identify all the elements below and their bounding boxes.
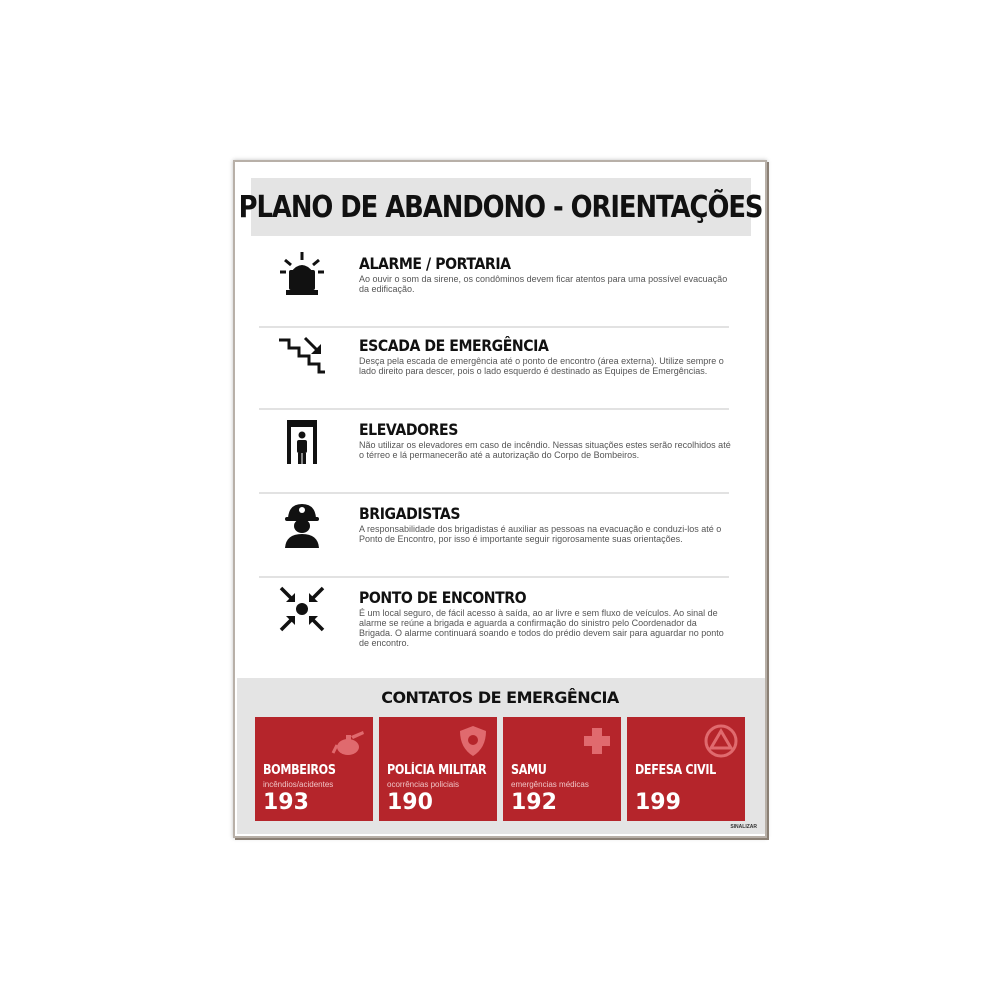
fire-extinguisher-icon <box>331 723 367 759</box>
contact-card-bombeiros <box>255 717 373 821</box>
contact-card-policia <box>379 717 497 821</box>
section-description: A responsabilidade dos brigadistas é auxiliar as pessoas na evacuação e conduzi-los até o Ponto de Encontro, por isso é importante seguir rigorosamente suas orientações. <box>359 524 722 544</box>
contact-name: BOMBEIROS <box>263 763 336 778</box>
section-description: Não utilizar os elevadores em caso de incêndio. Nessas situações estes serão recolhidos até o térreo e lá permanecerão até a autorização do Corpo de Bombeiros. <box>359 440 731 460</box>
contact-name: POLÍCIA MILITAR <box>387 763 487 778</box>
contact-number: 199 <box>635 790 681 815</box>
contact-description: incêndios/acidentes <box>263 780 334 789</box>
section-elevators <box>259 410 729 494</box>
contact-number: 190 <box>387 790 433 815</box>
contact-name: SAMU <box>511 763 547 778</box>
brand-mark: SINALIZAR <box>730 824 757 830</box>
section-description: Desça pela escada de emergência até o ponto de encontro (área externa). Utilize sempre o lado direito para descer, pois o lado esquerdo é destinado as Equipes de Emergências. <box>359 356 724 376</box>
contact-number: 192 <box>511 790 557 815</box>
contact-description: ocorrências policiais <box>387 780 460 789</box>
section-title: ALARME / PORTARIA <box>359 254 511 273</box>
siren-icon <box>277 250 327 300</box>
section-description: É um local seguro, de fácil acesso à saída, ao ar livre e sem fluxo de veículos. Ao sinal de alarme se reúne a brigada e aguarda a confirmação do sinistro pelo Coordenador da Brigada. O alarme continuará soando e todos do prédio devem sair para aguardar no ponto de encontro. <box>359 608 724 648</box>
contact-number: 193 <box>263 790 309 815</box>
section-title: ELEVADORES <box>359 420 458 439</box>
section-title: ESCADA DE EMERGÊNCIA <box>359 336 549 355</box>
contact-card-samu <box>503 717 621 821</box>
section-title: BRIGADISTAS <box>359 504 461 523</box>
meeting-point-icon <box>277 584 327 634</box>
medical-cross-icon <box>579 723 615 759</box>
title-bar <box>239 178 763 236</box>
section-alarm <box>259 244 729 328</box>
civil-defense-triangle-icon <box>703 723 739 759</box>
contact-name: DEFESA CIVIL <box>635 763 716 778</box>
firefighter-icon <box>277 500 327 550</box>
contacts-title: CONTATOS DE EMERGÊNCIA <box>381 688 619 707</box>
section-stairs <box>259 326 729 410</box>
page-title: PLANO DE ABANDONO - ORIENTAÇÕES <box>239 189 763 225</box>
section-description: Ao ouvir o som da sirene, os condôminos devem ficar atentos para uma possível evacuação da edificação. <box>359 274 728 294</box>
contact-card-defesa-civil <box>627 717 745 821</box>
stairs-icon <box>277 332 327 382</box>
police-shield-icon <box>455 723 491 759</box>
contact-description: emergências médicas <box>511 780 589 789</box>
elevator-icon <box>277 416 327 466</box>
section-title: PONTO DE ENCONTRO <box>359 588 527 607</box>
section-brigade <box>259 494 729 578</box>
section-meeting-point <box>259 578 729 674</box>
evacuation-plan-sign <box>233 160 767 838</box>
